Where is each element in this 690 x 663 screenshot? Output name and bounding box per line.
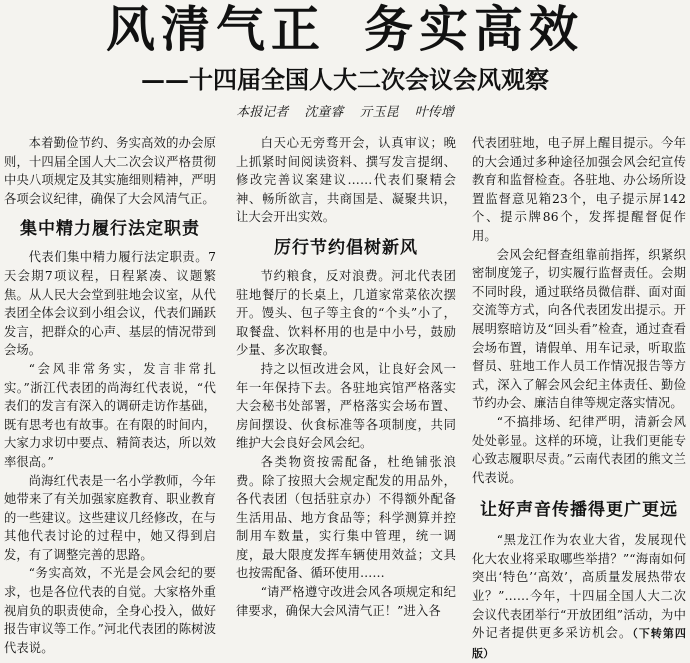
byline <box>0 104 690 122</box>
paragraph-text: “黑龙江作为农业大省，发展现代化大农业将采取哪些举措？”“海南如何突出‘特色’‘高效’，高质量发展热带农业？”……今年，十四届全国人大二次会议代表团举行“开放团组”活动，为中外记者提供更多采访机会。 <box>472 533 686 641</box>
paragraph: “不搞排场、纪律严明，清新会风处处彰显。这样的环境，让我们更能专心致志履职尽责。”云南代表团的熊文兰代表说。 <box>472 414 686 485</box>
byline-author: 叶传增 <box>414 105 454 120</box>
paragraph: 白天心无旁骛开会，认真审议；晚上抓紧时间阅读资料、撰写发言提纲、修改完善议案建议……代表们聚精会神、畅所欲言，共商国是、凝聚共识，让大会开出实效。 <box>236 136 456 225</box>
section-heading: 集中精力履行法定职责 <box>20 219 200 240</box>
article-column-3 <box>472 134 686 663</box>
paragraph: “务实高效，不光是会风会纪的要求，也是各位代表的自觉。大家格外重视肩负的职责使命，全身心投入，做好报告审议等工作。”河北代表团的陈树波代表说。 <box>4 566 216 655</box>
headline-left: 风清气正 <box>105 1 326 58</box>
paragraph: 本着勤俭节约、务实高效的办会原则，十四届全国人大二次会议严格贯彻中央八项规定及其实施细则精神，严明各项会议纪律，确保了大会风清气正。 <box>4 136 216 206</box>
byline-role: 本报记者 <box>236 105 289 120</box>
byline-author: 亓玉昆 <box>359 105 399 120</box>
headline-right: 务实高效 <box>364 1 585 58</box>
subtitle: ——十四届全国人大二次会议会风观察 <box>141 65 549 94</box>
paragraph: 代表团驻地，电子屏上醒目提示。今年的大会通过多种途径加强会风会纪宣传教育和监督检查。各驻地、办公场所设置监督意见箱23个，电子提示屏142个、提示牌86个，发挥提醒督促作用。 <box>472 136 686 243</box>
paragraph: 节约粮食，反对浪费。河北代表团驻地餐厅的长桌上，几道家常菜依次摆开。馒头、包子等主食的“个头”小了，取餐盘、饮料杯用的也是中小号，鼓励少量、多次取餐。 <box>236 268 456 358</box>
byline-author: 沈童睿 <box>304 105 344 120</box>
headline <box>0 2 690 58</box>
section-heading: 让好声音传播得更广更远 <box>480 500 678 521</box>
paragraph: “会风非常务实，发言非常扎实。”浙江代表团的尚海红代表说，“代表们的发言有深入的调研走访作基础，既有思考也有故事。在有限的时间内，大家力求切中要点、精简表达，所以效率很高。” <box>4 361 216 469</box>
continued-note: （下转第四版） <box>472 627 687 660</box>
paragraph: 尚海红代表是一名小学教师，今年她带来了有关加强家庭教育、职业教育的一些建议。这些建议几经修改，在与其他代表讨论的过程中，她又得到启发，有了调整完善的思路。 <box>4 473 216 562</box>
paragraph <box>472 531 686 663</box>
paragraph: 会风会纪督查组靠前指挥，织紧织密制度笼子，切实履行监督责任。会期不同时段，通过联络员微信群、面对面交流等方式，向各代表团发出提示。开展明察暗访及“回头看”检查，通过查看会场布置，请假单、用车记录，听取监督员、驻地工作人员工作情况报告等方式，深入了解会风会纪主体责任、勤俭节约办会、廉洁自律等规定落实情况。 <box>472 247 686 411</box>
article-column-1 <box>4 134 216 657</box>
paragraph: “请严格遵守改进会风各项规定和纪律要求，确保大会风清气正！”进入各 <box>236 585 456 618</box>
paragraph: 代表们集中精力履行法定职责。7天会期7项议程，日程紧凑、议题繁焦。从人民大会堂到驻地会议室，从代表团全体会议到小组会议，代表们踊跃发言，把群众的心声、基层的情况带到会场。 <box>4 250 216 358</box>
paragraph: 各类物资按需配备，杜绝铺张浪费。除了按照大会规定配发的用品外，各代表团（包括驻京办）不得额外配备生活用品、地方食品等；科学测算并控制用车数量，实行集中管理，统一调度，最大限度发挥车辆使用效益；文具也按需配备、循环使用…… <box>236 454 456 581</box>
paragraph: 持之以恒改进会风，让良好会风一年一年保持下去。各驻地宾馆严格落实大会秘书处部署，严格落实会场布置、房间摆设、伙食标准等各项制度，共同维护大会良好会风会纪。 <box>236 361 456 451</box>
section-heading: 厉行节约倡树新风 <box>274 237 418 258</box>
article-column-2 <box>236 134 456 620</box>
